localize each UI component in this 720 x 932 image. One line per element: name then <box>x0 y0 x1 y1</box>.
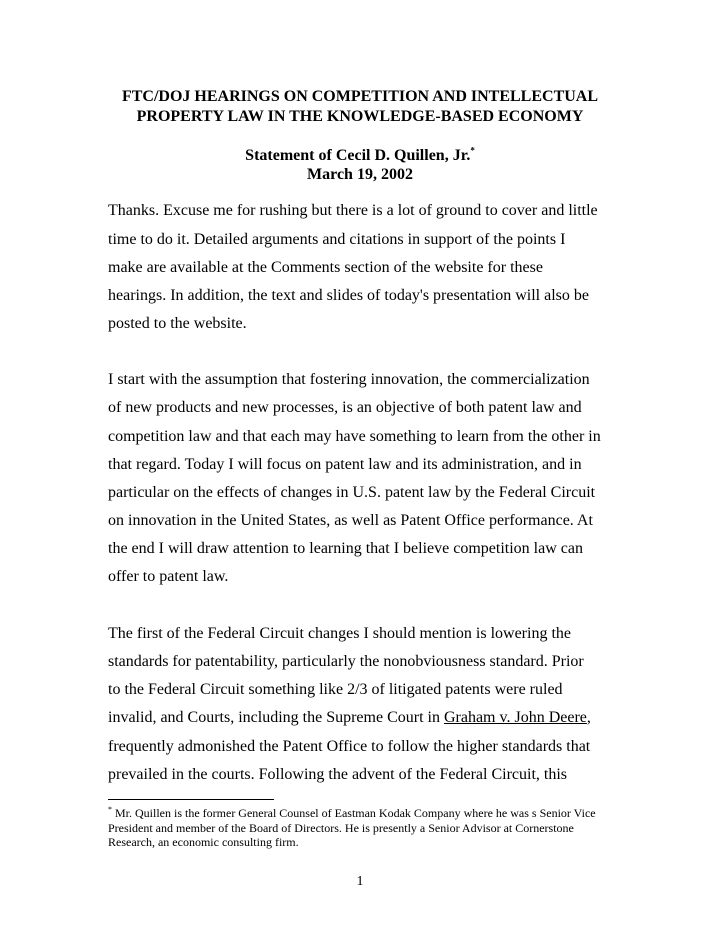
paragraph-3-line: standards for patentability, particularly the nonobviousness standard. Prior <box>108 653 584 670</box>
paragraph-2-line: that regard. Today I will focus on patent law and its administration, and in <box>108 456 582 473</box>
paragraph-2-line: offer to patent law. <box>108 568 229 585</box>
paragraph-3-line-with-case <box>108 708 591 728</box>
case-line-before: invalid, and Courts, including the Supreme Court in <box>108 709 444 726</box>
case-line-after: , <box>586 709 591 726</box>
page-number: 1 <box>356 874 364 889</box>
footnote-text: Mr. Quillen is the former General Counsel of Eastman Kodak Company where he was s Senior Vice <box>112 806 596 820</box>
heading-line-1: FTC/DOJ HEARINGS ON COMPETITION AND INTELLECTUAL <box>121 88 599 105</box>
paragraph-1-line: Thanks. Excuse me for rushing but there is a lot of ground to cover and little <box>108 202 598 219</box>
paragraph-2-line: competition law and that each may have something to learn from the other in <box>108 428 601 445</box>
paragraph-3-line: prevailed in the courts. Following the advent of the Federal Circuit, this <box>108 766 568 783</box>
footnote-separator <box>108 799 274 800</box>
paragraph-2-line: on innovation in the United States, as well as Patent Office performance. At <box>108 512 593 529</box>
paragraph-3-line: The first of the Federal Circuit changes I should mention is lowering the <box>108 625 571 642</box>
footnote-line: President and member of the Board of Directors. He is presently a Senior Advisor at Cornerstone <box>108 821 574 835</box>
paragraph-1-line: posted to the website. <box>108 315 247 332</box>
footnote-line: Research, an economic consulting firm. <box>108 835 299 849</box>
footnote-marker[interactable]: * <box>470 145 475 156</box>
paragraph-3-line: to the Federal Circuit something like 2/3 of litigated patents were ruled <box>108 681 563 698</box>
paragraph-2-line: I start with the assumption that fostering innovation, the commercialization <box>108 371 590 388</box>
paragraph-1-line: time to do it. Detailed arguments and citations in support of the points I <box>108 231 566 248</box>
statement-text: Statement of Cecil D. Quillen, Jr. <box>245 147 471 164</box>
paragraph-2-line: particular on the effects of changes in U.S. patent law by the Federal Circuit <box>108 484 596 501</box>
paragraph-1-line: hearings. In addition, the text and slides of today's presentation will also be <box>108 287 589 304</box>
paragraph-1-line: make are available at the Comments section of the website for these <box>108 259 543 276</box>
statement-byline <box>0 146 720 166</box>
case-citation: Graham v. John Deere <box>443 709 587 726</box>
footnote-line <box>108 806 596 820</box>
paragraph-2-line: of new products and new processes, is an objective of both patent law and <box>108 399 582 416</box>
heading-line-2: PROPERTY LAW IN THE KNOWLEDGE-BASED ECONOMY <box>136 108 584 125</box>
paragraph-2-line: the end I will draw attention to learning that I believe competition law can <box>108 540 583 557</box>
footnote-mark: * <box>108 805 112 814</box>
statement-date: March 19, 2002 <box>307 166 413 183</box>
paragraph-3-line: frequently admonished the Patent Office to follow the higher standards that <box>108 738 591 755</box>
